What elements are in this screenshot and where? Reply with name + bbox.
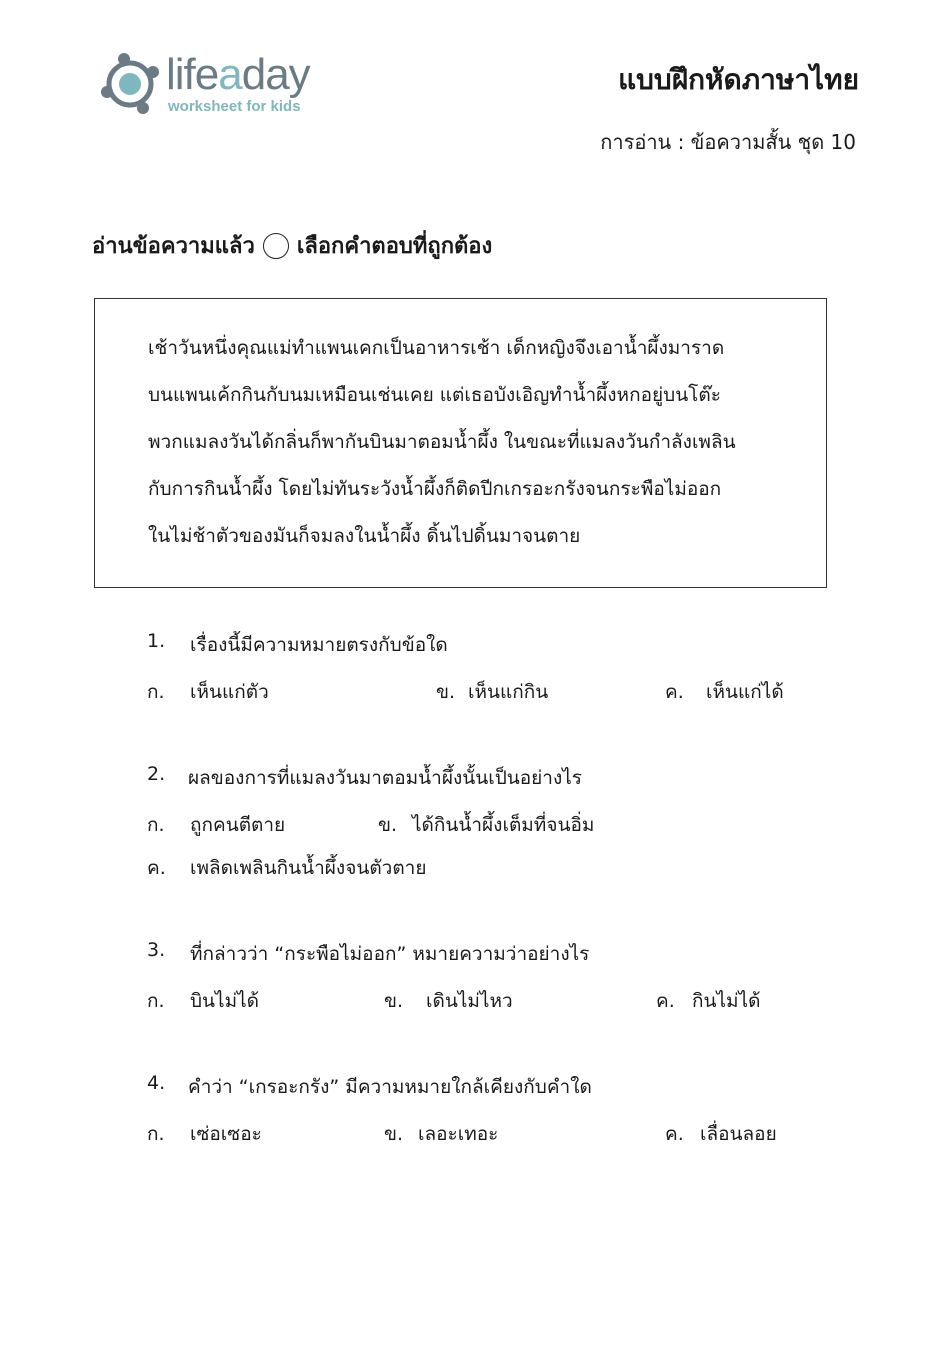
q4-option-b-label[interactable]: ข. [384, 1123, 404, 1145]
q4-option-a-label[interactable]: ก. [147, 1123, 165, 1145]
worksheet-title: แบบฝึกหัดภาษาไทย [618, 63, 859, 96]
instruction-text-end: เลือกคำตอบที่ถูกต้อง [296, 234, 493, 259]
question-3-text: ที่กล่าวว่า “กระพือไม่ออก” หมายความว่าอย่างไร [190, 943, 590, 965]
question-1-number: 1. [147, 630, 166, 652]
q3-option-c-text[interactable]: กินไม่ได้ [692, 990, 761, 1012]
q3-option-c-label[interactable]: ค. [656, 990, 675, 1012]
question-4-number: 4. [147, 1072, 166, 1094]
q4-option-b-text[interactable]: เลอะเทอะ [418, 1123, 499, 1145]
logo-mark-icon [100, 50, 164, 120]
q3-option-a-text[interactable]: บินไม่ได้ [190, 990, 260, 1012]
instruction-text-start: อ่านข้อความแล้ว [92, 234, 255, 259]
passage-line: พวกแมลงวันได้กลิ่นก็พากันบินมาตอมน้ำผึ้ง ในขณะที่แมลงวันกำลังเพลิน [148, 431, 736, 453]
q2-option-a-text[interactable]: ถูกคนตีตาย [190, 814, 286, 836]
passage-line: บนแพนเค้กกินกับนมเหมือนเช่นเคย แต่เธอบังเอิญทำน้ำผึ้งหกอยู่บนโต๊ะ [148, 384, 721, 406]
q2-option-b-text[interactable]: ได้กินน้ำผึ้งเต็มที่จนอิ่ม [412, 814, 595, 836]
q4-option-c-text[interactable]: เลื่อนลอย [700, 1123, 777, 1145]
q1-option-b-label[interactable]: ข. [436, 681, 456, 703]
q1-option-c-label[interactable]: ค. [665, 681, 684, 703]
worksheet-subtitle: การอ่าน : ข้อความสั้น ชุด 10 [600, 130, 856, 154]
question-1-text: เรื่องนี้มีความหมายตรงกับข้อใด [190, 634, 448, 656]
q3-option-a-label[interactable]: ก. [147, 990, 165, 1012]
q2-option-c-text[interactable]: เพลิดเพลินกินน้ำผึ้งจนตัวตาย [190, 857, 427, 879]
logo-tagline: worksheet for kids [168, 98, 301, 115]
instruction [92, 228, 492, 263]
q2-option-c-label[interactable]: ค. [147, 857, 166, 879]
q1-option-a-label[interactable]: ก. [147, 681, 165, 703]
question-4-text: คำว่า “เกรอะกรัง” มีความหมายใกล้เคียงกับคำใด [188, 1076, 592, 1098]
q3-option-b-text[interactable]: เดินไม่ไหว [426, 990, 513, 1012]
reading-passage-box [94, 298, 827, 588]
q3-option-b-label[interactable]: ข. [384, 990, 404, 1012]
q1-option-a-text[interactable]: เห็นแก่ตัว [190, 681, 269, 703]
q1-option-c-text[interactable]: เห็นแก่ได้ [706, 681, 784, 703]
passage-line: กับการกินน้ำผึ้ง โดยไม่ทันระวังน้ำผึ้งก็ติดปีกเกรอะกรังจนกระพือไม่ออก [148, 478, 722, 500]
q2-option-a-label[interactable]: ก. [147, 814, 165, 836]
question-2-text: ผลของการที่แมลงวันมาตอมน้ำผึ้งนั้นเป็นอย่างไร [188, 767, 583, 789]
q2-option-b-label[interactable]: ข. [378, 814, 398, 836]
passage-line: เช้าวันหนึ่งคุณแม่ทำแพนเคกเป็นอาหารเช้า เด็กหญิงจึงเอาน้ำผึ้งมาราด [148, 337, 725, 359]
q4-option-a-text[interactable]: เซ่อเซอะ [190, 1123, 262, 1145]
passage-line: ในไม่ช้าตัวของมันก็จมลงในน้ำผึ้ง ดิ้นไปดิ้นมาจนตาย [148, 525, 581, 547]
question-3-number: 3. [147, 939, 166, 961]
circle-mark-icon [263, 233, 289, 259]
q4-option-c-label[interactable]: ค. [665, 1123, 684, 1145]
question-2-number: 2. [147, 763, 166, 785]
q1-option-b-text[interactable]: เห็นแก่กิน [468, 681, 549, 703]
logo [100, 50, 340, 122]
logo-wordmark: lifeaday [166, 50, 310, 99]
